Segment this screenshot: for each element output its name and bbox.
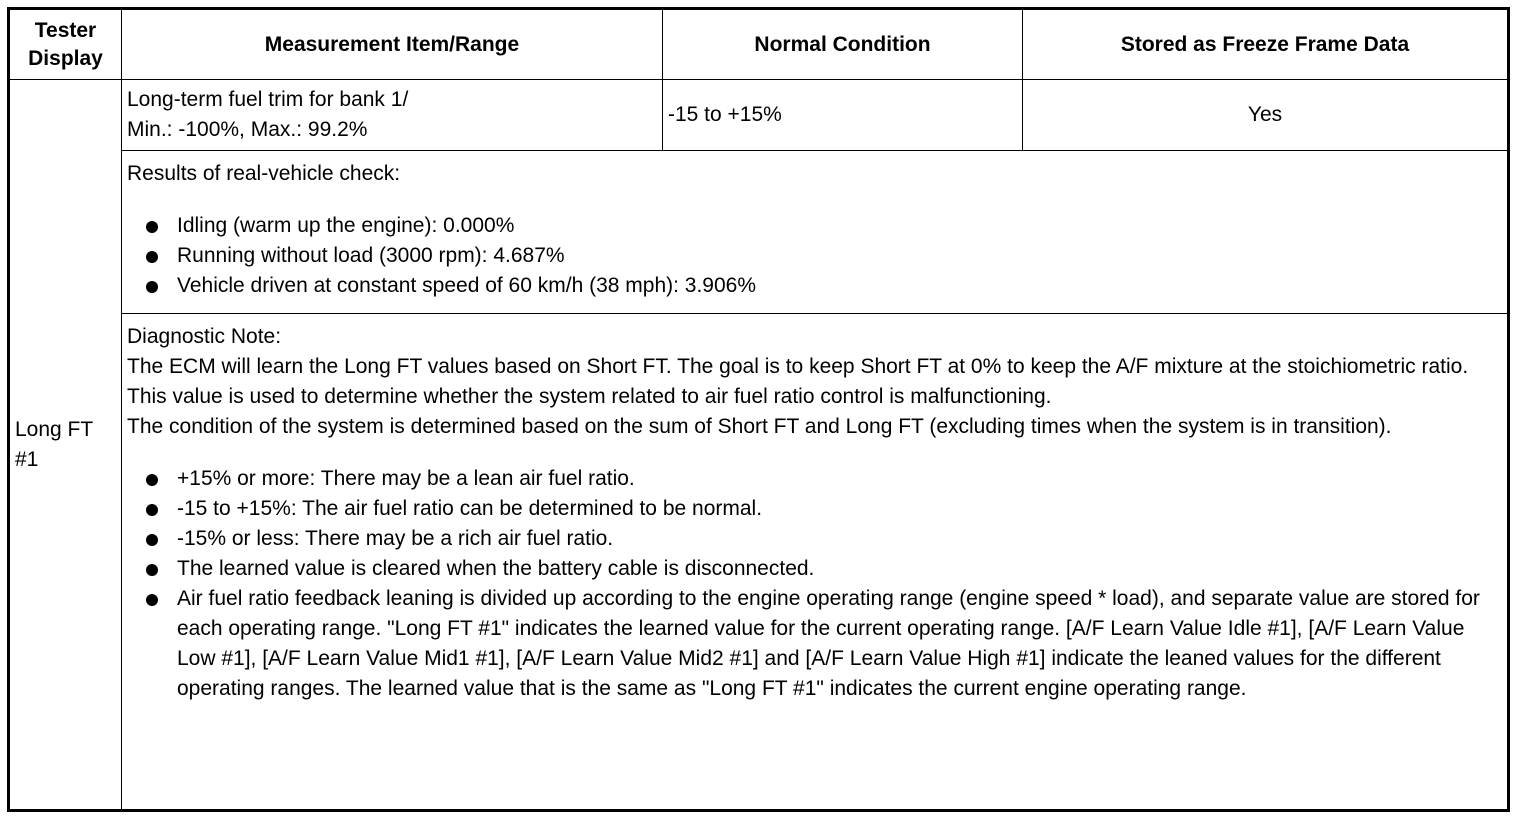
list-item <box>127 494 1502 524</box>
list-item-text: -15 to +15%: The air fuel ratio can be determined to be normal. <box>177 497 763 520</box>
list-item-text: Idling (warm up the engine): 0.000% <box>177 214 515 237</box>
check-cell <box>122 151 1509 314</box>
freeze-frame-cell: Yes <box>1023 80 1509 151</box>
header-row <box>9 9 1509 80</box>
bullet-icon <box>146 221 158 233</box>
bullet-icon <box>146 504 158 516</box>
check-list <box>127 211 1502 301</box>
list-item <box>127 464 1502 494</box>
bullet-icon <box>146 534 158 546</box>
bullet-icon <box>146 251 158 263</box>
spec-table <box>7 7 1510 812</box>
list-item <box>127 211 1502 241</box>
bullet-icon <box>146 474 158 486</box>
note-title: Diagnostic Note: <box>127 325 282 348</box>
note-list <box>127 464 1502 704</box>
list-item <box>127 524 1502 554</box>
normal-condition-cell: -15 to +15% <box>663 80 1023 151</box>
header-tester-display: Tester Display <box>9 9 122 80</box>
note-row <box>9 314 1509 811</box>
bullet-icon <box>146 281 158 293</box>
bullet-icon <box>146 594 158 606</box>
header-normal-condition: Normal Condition <box>663 9 1023 80</box>
header-freeze-frame: Stored as Freeze Frame Data <box>1023 9 1509 80</box>
note-paragraph: The condition of the system is determined based on the sum of Short FT and Long FT (excluding times when the system is in transition). <box>127 415 1392 438</box>
list-item-text: Vehicle driven at constant speed of 60 km/h (38 mph): 3.906% <box>177 274 757 297</box>
list-item-text: Air fuel ratio feedback leaning is divided up according to the engine operating range (engine speed * load), and separate value are stored for each operating range. "Long FT #1" indicates the learned value for the current operating range. [A/F Learn Value Idle #1], [A/F Learn Value Low #1], [A/F Learn Value Mid1 #1], [A/F Learn Value Mid2 #1] and [A/F Learn Value High #1] indicate the leaned values for the different operating ranges. The learned value that is the same as "Long FT #1" indicates the current engine operating range. <box>177 587 1480 700</box>
list-item-text: Running without load (3000 rpm): 4.687% <box>177 244 565 267</box>
list-item <box>127 271 1502 301</box>
item-row <box>9 80 1509 151</box>
measurement-line-2: Min.: -100%, Max.: 99.2% <box>127 118 368 141</box>
check-title: Results of real-vehicle check: <box>127 162 401 185</box>
list-item-text: The learned value is cleared when the battery cable is disconnected. <box>177 557 815 580</box>
list-item <box>127 554 1502 584</box>
measurement-line-1: Long-term fuel trim for bank 1/ <box>127 88 409 111</box>
note-paragraph: This value is used to determine whether the system related to air fuel ratio control is malfunctioning. <box>127 385 1052 408</box>
list-item-text: -15% or less: There may be a rich air fuel ratio. <box>177 527 614 550</box>
tester-display-cell: Long FT #1 <box>9 80 122 811</box>
list-item <box>127 241 1502 271</box>
check-row <box>9 151 1509 314</box>
bullet-icon <box>146 564 158 576</box>
measurement-cell <box>122 80 663 151</box>
note-cell <box>122 314 1509 811</box>
list-item-text: +15% or more: There may be a lean air fuel ratio. <box>177 467 635 490</box>
header-measurement: Measurement Item/Range <box>122 9 663 80</box>
list-item <box>127 584 1502 704</box>
note-paragraph: The ECM will learn the Long FT values based on Short FT. The goal is to keep Short FT at 0% to keep the A/F mixture at the stoichiometric ratio. <box>127 355 1469 378</box>
